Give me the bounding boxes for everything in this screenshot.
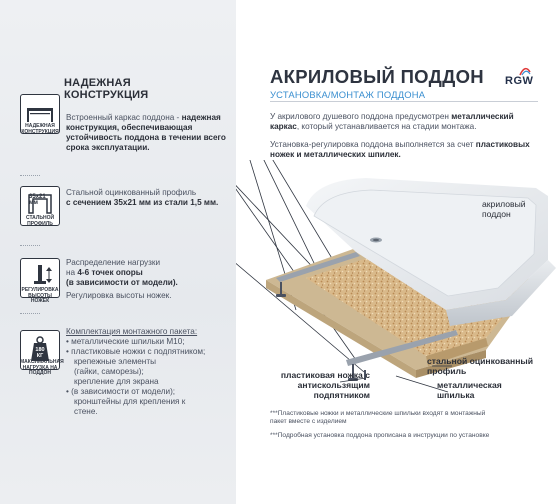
page-title: АКРИЛОВЫЙ ПОДДОН [270,66,484,87]
divider [20,175,40,176]
frame-description: Встроенный каркас поддона - надежная конструкция, обеспечивающая устойчивость поддона в течении всего срока эксплуатации. [66,113,226,152]
section-title: НАДЕЖНАЯ КОНСТРУКЦИЯ [64,77,149,101]
footnote-instruction: ***Подробная установка поддона прописана в инструкции по установке [270,432,490,439]
profile-description: Стальной оцинкованный профиль с сечением 35x21 мм из стали 1,5 мм. [66,188,219,207]
weight-caption: МАКСИМАЛЬНАЯ НАГРУЗКА НА ПОДДОН [20,359,64,376]
panel-backdrop [0,0,236,504]
divider [20,313,40,314]
label-plastic-leg: пластиковая ножка с антискользящим подпятником [280,370,370,400]
install-text: Установка-регулировка поддона выполняется за счет пластиковых ножек и металлических шпилек. [270,140,530,159]
label-steel-profile: стальной оцинкованный профиль [427,356,534,376]
adjust-description: Распределение нагрузки на 4-6 точек опоры (в зависимости от модели). Регулировка высоты ножек. [66,258,178,300]
adjust-caption: РЕГУЛИРОВКА ВЫСОТЫ НОЖЕК [21,287,59,304]
profile-caption: СТАЛЬНОЙ ПРОФИЛЬ [25,215,55,227]
brand-logo: RGW [505,75,534,87]
label-acrylic: акриловый поддон [482,199,526,219]
label-metal-stud: металлическая шпилька [437,380,502,400]
package-description: Комплектация монтажного пакета: • металлические шпильки М10; • пластиковые ножки с подпятником; крепежные элементы (гайки, саморезы); крепление для экрана • (в зависимости от модели); кронштейны для крепления к стене. [66,327,206,416]
footnote-package: ***Пластиковые ножки и металлические шпильки входят в монтажный пакет вместе с изделием [270,410,486,425]
divider [20,245,40,246]
page-subtitle: УСТАНОВКА/МОНТАЖ ПОДДОНА [270,89,426,100]
intro-text: У акрилового душевого поддона предусмотрен металлический каркас, который устанавливается на стадии монтажа. [270,112,514,131]
features-panel [0,0,236,504]
weight-value: 180 КГ [35,347,45,359]
profile-size: 35x21 мм [29,194,46,206]
frame-caption: НАДЕЖНАЯ КОНСТРУКЦИЯ [21,123,59,135]
title-divider [270,101,538,102]
